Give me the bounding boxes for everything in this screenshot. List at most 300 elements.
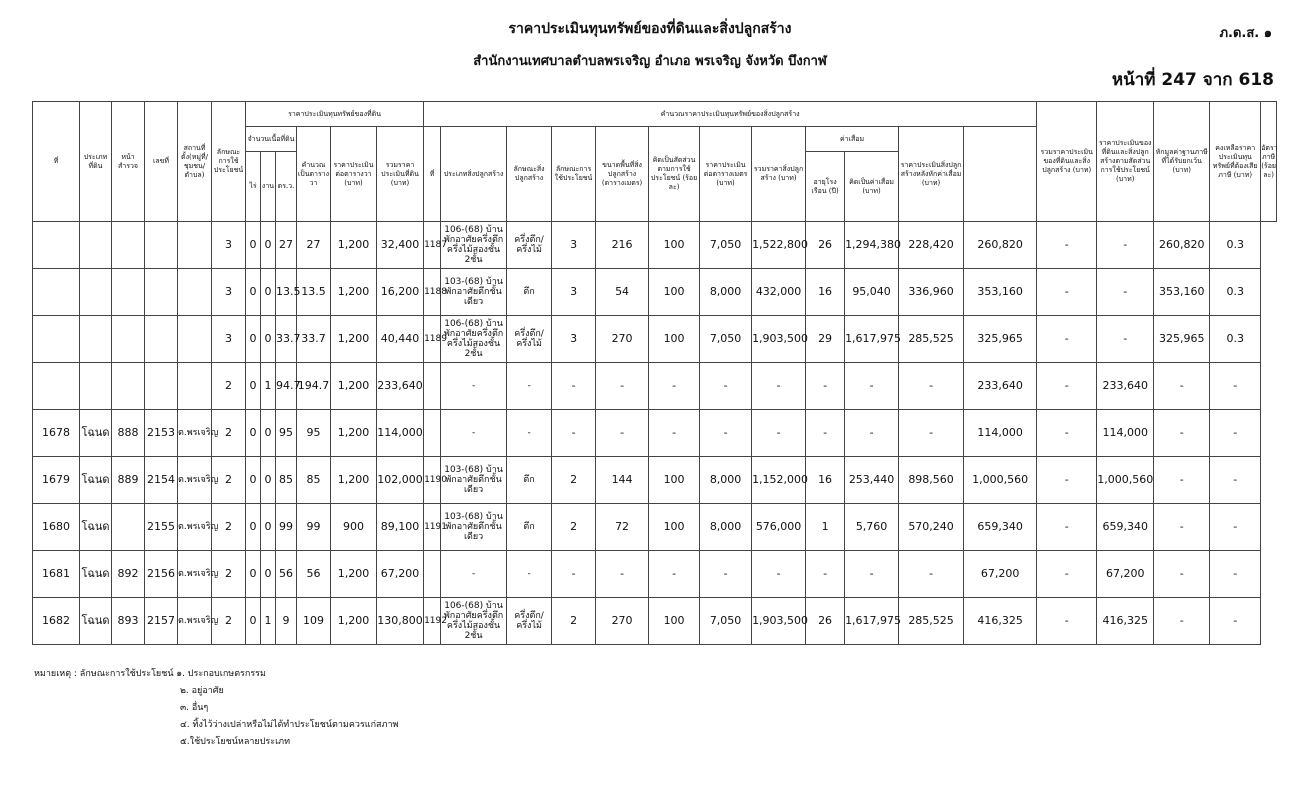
cell-prop-value: - (1037, 410, 1097, 457)
cell-ngan: 1 (261, 363, 276, 410)
col-no: ที่ (33, 102, 80, 222)
cell-usage: 3 (212, 222, 246, 269)
cell-b-usage: 2 (552, 504, 596, 551)
cell-rai: 0 (246, 598, 261, 645)
cell-land-total: 40,440 (377, 316, 424, 363)
cell-page: 893 (112, 598, 145, 645)
cell-prop-value: - (1037, 316, 1097, 363)
col-prop-value: ราคาประเมินของที่ดินและสิ่งปลูกสร้างตามสัดส่วนการใช้ประโยชน์ (บาท) (1097, 102, 1154, 222)
cell-page: 888 (112, 410, 145, 457)
cell-taxable: - (1154, 457, 1210, 504)
cell-b-area: 72 (596, 504, 649, 551)
cell-no: 1680 (33, 504, 80, 551)
group-building: คำนวณราคาประเมินทุนทรัพย์ของสิ่งปลูกสร้าง (424, 102, 1037, 127)
cell-b-ratio: - (649, 363, 700, 410)
cell-page (112, 269, 145, 316)
cell-b-area: 144 (596, 457, 649, 504)
cell-b-usage: - (552, 551, 596, 598)
cell-number: 2157 (145, 598, 178, 645)
table-body (33, 222, 1277, 645)
table-row (33, 363, 1277, 410)
cell-price-per-wa: 1,200 (331, 598, 377, 645)
report-subtitle: สำนักงานเทศบาลตำบลพรเจริญ อำเภอ พรเจริญ จังหวัด บึงกาฬ (473, 54, 827, 69)
cell-number: 2156 (145, 551, 178, 598)
cell-b-age: 26 (806, 598, 845, 645)
col-rate: อัตราภาษี (ร้อยละ) (1261, 102, 1277, 222)
cell-number: 2153 (145, 410, 178, 457)
note-item: ๒. อยู่อาศัย (180, 686, 224, 696)
cell-calc-wa: 109 (297, 598, 331, 645)
cell-wa: 27 (276, 222, 297, 269)
cell-location (178, 363, 212, 410)
cell-prop-value: - (1037, 457, 1097, 504)
cell-b-kind: ครึ่งตึก/ครึ่งไม้ (507, 316, 552, 363)
cell-b-usage: 3 (552, 222, 596, 269)
cell-b-depr: 253,440 (845, 457, 899, 504)
col-b-type: ประเภทสิ่งปลูกสร้าง (441, 127, 507, 222)
table-row (33, 269, 1277, 316)
cell-b-total: 1,522,800 (752, 222, 806, 269)
cell-b-price-m2: 7,050 (700, 222, 752, 269)
cell-deed-type (80, 363, 112, 410)
cell-b-ratio: 100 (649, 457, 700, 504)
cell-ngan: 0 (261, 222, 276, 269)
col-exemption: หักมูลค่าฐานภาษีที่ได้รับยกเว้น (บาท) (1154, 102, 1210, 222)
col-number: เลขที่ (145, 102, 178, 222)
cell-b-after-depr: 285,525 (899, 316, 964, 363)
note-item: ๑. ประกอบเกษตรกรรม (176, 669, 266, 679)
cell-b-no: 1190 (424, 457, 441, 504)
cell-exemption: 114,000 (1097, 410, 1154, 457)
cell-b-depr: - (845, 551, 899, 598)
cell-b-no (424, 363, 441, 410)
cell-b-type: - (441, 551, 507, 598)
cell-land-total: 233,640 (377, 363, 424, 410)
cell-wa: 9 (276, 598, 297, 645)
cell-taxable: - (1154, 598, 1210, 645)
cell-exemption: - (1097, 269, 1154, 316)
cell-exemption: 1,000,560 (1097, 457, 1154, 504)
cell-wa: 56 (276, 551, 297, 598)
cell-b-total: 432,000 (752, 269, 806, 316)
col-wa: ตร.ว. (276, 152, 297, 222)
cell-taxable: - (1154, 363, 1210, 410)
cell-b-ratio: - (649, 410, 700, 457)
cell-b-kind: ครึ่งตึก/ครึ่งไม้ (507, 222, 552, 269)
cell-b-ratio: 100 (649, 269, 700, 316)
cell-ngan: 0 (261, 551, 276, 598)
cell-b-area: - (596, 551, 649, 598)
cell-land-total: 16,200 (377, 269, 424, 316)
cell-no (33, 363, 80, 410)
cell-usage: 3 (212, 316, 246, 363)
cell-b-age: - (806, 363, 845, 410)
cell-b-ratio: 100 (649, 598, 700, 645)
cell-wa: 94.7 (276, 363, 297, 410)
cell-b-area: 270 (596, 598, 649, 645)
cell-rate: 0.3 (1210, 222, 1261, 269)
cell-rate: - (1210, 504, 1261, 551)
cell-b-usage: 2 (552, 457, 596, 504)
cell-no (33, 269, 80, 316)
cell-b-depr: 1,294,380 (845, 222, 899, 269)
table-row (33, 598, 1277, 645)
cell-b-after-depr: 228,420 (899, 222, 964, 269)
cell-b-area: 270 (596, 316, 649, 363)
cell-b-usage: 3 (552, 269, 596, 316)
cell-rate: - (1210, 410, 1261, 457)
cell-usage: 3 (212, 269, 246, 316)
cell-b-depr: 1,617,975 (845, 598, 899, 645)
cell-number: 2155 (145, 504, 178, 551)
cell-price-per-wa: 1,200 (331, 222, 377, 269)
cell-b-type: 103-(68) บ้านพักอาศัยตึกชั้นเดียว (441, 457, 507, 504)
cell-no (33, 222, 80, 269)
cell-b-total: - (752, 410, 806, 457)
cell-wa: 13.5 (276, 269, 297, 316)
col-calc-wa: คำนวณเป็นตารางวา (297, 127, 331, 222)
cell-number: 2154 (145, 457, 178, 504)
cell-b-type: 106-(68) บ้านพักอาศัยครึ่งตึกครึ่งไม้สองชั้น 2ชั้น (441, 598, 507, 645)
note-item: ๓. อื่นๆ (180, 703, 209, 713)
cell-b-depr: 5,760 (845, 504, 899, 551)
cell-b-price-m2: 7,050 (700, 316, 752, 363)
cell-b-depr: 95,040 (845, 269, 899, 316)
cell-page (112, 222, 145, 269)
cell-ngan: 0 (261, 504, 276, 551)
cell-no (33, 316, 80, 363)
cell-location (178, 222, 212, 269)
cell-taxable: 325,965 (1154, 316, 1210, 363)
cell-deed-type (80, 316, 112, 363)
cell-wa: 95 (276, 410, 297, 457)
cell-b-type: - (441, 410, 507, 457)
cell-page (112, 316, 145, 363)
cell-b-age: - (806, 410, 845, 457)
cell-usage: 2 (212, 410, 246, 457)
cell-no: 1682 (33, 598, 80, 645)
cell-b-price-m2: 8,000 (700, 457, 752, 504)
cell-b-price-m2: - (700, 410, 752, 457)
cell-b-kind: ตึก (507, 269, 552, 316)
cell-b-no (424, 551, 441, 598)
cell-rate: - (1210, 457, 1261, 504)
cell-price-per-wa: 900 (331, 504, 377, 551)
cell-b-total: - (752, 551, 806, 598)
cell-b-no: 1188 (424, 269, 441, 316)
cell-usage: 2 (212, 598, 246, 645)
cell-b-price-m2: 7,050 (700, 598, 752, 645)
col-deed-type: ประเภทที่ดิน (80, 102, 112, 222)
cell-location: ต.พรเจริญ (178, 504, 212, 551)
cell-deed-type (80, 269, 112, 316)
group-land: ราคาประเมินทุนทรัพย์ของที่ดิน (246, 102, 424, 127)
table-row (33, 457, 1277, 504)
cell-taxable: 260,820 (1154, 222, 1210, 269)
cell-b-total: 1,903,500 (752, 316, 806, 363)
cell-wa: 99 (276, 504, 297, 551)
cell-b-no: 1187 (424, 222, 441, 269)
cell-exemption: 659,340 (1097, 504, 1154, 551)
notes (34, 666, 398, 751)
cell-exemption: 67,200 (1097, 551, 1154, 598)
cell-wa: 85 (276, 457, 297, 504)
cell-total-value: 67,200 (964, 551, 1037, 598)
col-usage: ลักษณะการใช้ประโยชน์ (212, 102, 246, 222)
cell-number (145, 316, 178, 363)
cell-prop-value: - (1037, 269, 1097, 316)
cell-location: ต.พรเจริญ (178, 598, 212, 645)
cell-location (178, 316, 212, 363)
cell-rai: 0 (246, 363, 261, 410)
cell-rai: 0 (246, 222, 261, 269)
form-code: ภ.ด.ส. ๑ (1219, 26, 1272, 41)
cell-taxable: - (1154, 551, 1210, 598)
cell-exemption: 233,640 (1097, 363, 1154, 410)
col-ngan: งาน (261, 152, 276, 222)
col-b-age: อายุโรงเรือน (ปี) (806, 152, 845, 222)
cell-land-total: 67,200 (377, 551, 424, 598)
cell-b-no (424, 410, 441, 457)
col-b-no: ที่ (424, 127, 441, 222)
cell-no: 1681 (33, 551, 80, 598)
cell-deed-type: โฉนด (80, 457, 112, 504)
cell-b-kind: ครึ่งตึก/ครึ่งไม้ (507, 598, 552, 645)
cell-calc-wa: 85 (297, 457, 331, 504)
cell-rai: 0 (246, 457, 261, 504)
cell-deed-type: โฉนด (80, 598, 112, 645)
cell-rate: 0.3 (1210, 269, 1261, 316)
cell-ngan: 0 (261, 316, 276, 363)
cell-land-total: 102,000 (377, 457, 424, 504)
cell-total-value: 353,160 (964, 269, 1037, 316)
table-row (33, 316, 1277, 363)
cell-prop-value: - (1037, 363, 1097, 410)
cell-b-after-depr: - (899, 410, 964, 457)
cell-b-age: 16 (806, 269, 845, 316)
cell-b-usage: 3 (552, 316, 596, 363)
cell-b-total: 1,903,500 (752, 598, 806, 645)
notes-label: หมายเหตุ : ลักษณะการใช้ประโยชน์ (34, 669, 174, 679)
col-page: หน้าสำรวจ (112, 102, 145, 222)
cell-price-per-wa: 1,200 (331, 316, 377, 363)
col-total-value: รวมราคาประเมินของที่ดินและสิ่งปลูกสร้าง (บาท) (1037, 102, 1097, 222)
cell-b-kind: - (507, 410, 552, 457)
cell-number (145, 269, 178, 316)
col-rai: ไร่ (246, 152, 261, 222)
cell-number (145, 222, 178, 269)
cell-ngan: 0 (261, 457, 276, 504)
cell-calc-wa: 95 (297, 410, 331, 457)
col-land-total: รวมราคาประเมินที่ดิน (บาท) (377, 127, 424, 222)
cell-deed-type: โฉนด (80, 410, 112, 457)
cell-b-depr: 1,617,975 (845, 316, 899, 363)
cell-b-price-m2: - (700, 551, 752, 598)
cell-b-total: - (752, 363, 806, 410)
cell-calc-wa: 194.7 (297, 363, 331, 410)
cell-b-kind: - (507, 551, 552, 598)
cell-land-total: 89,100 (377, 504, 424, 551)
cell-calc-wa: 99 (297, 504, 331, 551)
cell-rai: 0 (246, 316, 261, 363)
cell-total-value: 233,640 (964, 363, 1037, 410)
cell-b-kind: - (507, 363, 552, 410)
cell-land-total: 32,400 (377, 222, 424, 269)
cell-usage: 2 (212, 457, 246, 504)
cell-b-depr: - (845, 363, 899, 410)
cell-deed-type: โฉนด (80, 504, 112, 551)
cell-page (112, 504, 145, 551)
cell-b-area: 54 (596, 269, 649, 316)
cell-b-total: 1,152,000 (752, 457, 806, 504)
col-price-per-wa: ราคาประเมินต่อตารางวา (บาท) (331, 127, 377, 222)
cell-b-area: 216 (596, 222, 649, 269)
cell-exemption: - (1097, 222, 1154, 269)
col-b-after-depr: ราคาประเมินสิ่งปลูกสร้างหลังหักค่าเสื่อม (บาท) (899, 127, 964, 222)
cell-prop-value: - (1037, 551, 1097, 598)
table-row (33, 504, 1277, 551)
cell-exemption: - (1097, 316, 1154, 363)
cell-calc-wa: 13.5 (297, 269, 331, 316)
cell-total-value: 1,000,560 (964, 457, 1037, 504)
report-title: ราคาประเมินทุนทรัพย์ของที่ดินและสิ่งปลูกสร้าง (508, 21, 792, 37)
cell-rai: 0 (246, 269, 261, 316)
cell-total-value: 659,340 (964, 504, 1037, 551)
cell-b-depr: - (845, 410, 899, 457)
cell-b-age: 29 (806, 316, 845, 363)
cell-b-type: 106-(68) บ้านพักอาศัยครึ่งตึกครึ่งไม้สองชั้น 2ชั้น (441, 316, 507, 363)
cell-usage: 2 (212, 504, 246, 551)
cell-b-usage: 2 (552, 598, 596, 645)
cell-land-total: 130,800 (377, 598, 424, 645)
cell-location (178, 269, 212, 316)
cell-b-kind: ตึก (507, 504, 552, 551)
cell-calc-wa: 33.7 (297, 316, 331, 363)
cell-b-age: 16 (806, 457, 845, 504)
cell-taxable: - (1154, 504, 1210, 551)
table-row (33, 551, 1277, 598)
cell-rai: 0 (246, 410, 261, 457)
col-b-usage: ลักษณะการใช้ประโยชน์ (552, 127, 596, 222)
cell-location: ต.พรเจริญ (178, 551, 212, 598)
cell-b-ratio: 100 (649, 316, 700, 363)
cell-taxable: 353,160 (1154, 269, 1210, 316)
cell-b-usage: - (552, 363, 596, 410)
cell-b-price-m2: 8,000 (700, 269, 752, 316)
cell-b-after-depr: 570,240 (899, 504, 964, 551)
cell-ngan: 1 (261, 598, 276, 645)
cell-rai: 0 (246, 551, 261, 598)
cell-no: 1679 (33, 457, 80, 504)
cell-b-area: - (596, 363, 649, 410)
cell-b-no: 1189 (424, 316, 441, 363)
cell-page: 892 (112, 551, 145, 598)
cell-deed-type (80, 222, 112, 269)
cell-rate: - (1210, 598, 1261, 645)
cell-prop-value: - (1037, 222, 1097, 269)
cell-b-type: 103-(68) บ้านพักอาศัยตึกชั้นเดียว (441, 504, 507, 551)
cell-b-after-depr: 336,960 (899, 269, 964, 316)
cell-ngan: 0 (261, 410, 276, 457)
cell-price-per-wa: 1,200 (331, 363, 377, 410)
cell-land-total: 114,000 (377, 410, 424, 457)
cell-b-total: 576,000 (752, 504, 806, 551)
cell-rate: 0.3 (1210, 316, 1261, 363)
group-area: จำนวนเนื้อที่ดิน (246, 127, 297, 152)
cell-rate: - (1210, 551, 1261, 598)
cell-b-type: 106-(68) บ้านพักอาศัยครึ่งตึกครึ่งไม้สองชั้น 2ชั้น (441, 222, 507, 269)
table-row (33, 410, 1277, 457)
cell-calc-wa: 27 (297, 222, 331, 269)
cell-total-value: 260,820 (964, 222, 1037, 269)
cell-price-per-wa: 1,200 (331, 457, 377, 504)
col-b-price-m2: ราคาประเมินต่อตารางเมตร (บาท) (700, 127, 752, 222)
note-item: ๔. ทิ้งไว้ว่างเปล่าหรือไม่ได้ทำประโยชน์ตามควรแก่สภาพ (180, 720, 399, 730)
assessment-table (32, 101, 1277, 645)
cell-prop-value: - (1037, 598, 1097, 645)
table-row (33, 222, 1277, 269)
col-taxable: คงเหลือราคาประเมินทุนทรัพย์ที่ต้องเสียภาษี (บาท) (1210, 102, 1261, 222)
cell-taxable: - (1154, 410, 1210, 457)
col-b-total: รวมราคาสิ่งปลูกสร้าง (บาท) (752, 127, 806, 222)
cell-price-per-wa: 1,200 (331, 551, 377, 598)
cell-exemption: 416,325 (1097, 598, 1154, 645)
cell-price-per-wa: 1,200 (331, 410, 377, 457)
col-b-area: ขนาดพื้นที่สิ่งปลูกสร้าง (ตารางเมตร) (596, 127, 649, 222)
col-location: สถานที่ตั้ง(หมู่ที่/ชุมชน/ตำบล) (178, 102, 212, 222)
cell-page (112, 363, 145, 410)
cell-b-after-depr: 898,560 (899, 457, 964, 504)
col-b-depr: คิดเป็นค่าเสื่อม (บาท) (845, 152, 899, 222)
cell-b-area: - (596, 410, 649, 457)
cell-b-ratio: 100 (649, 222, 700, 269)
cell-rate: - (1210, 363, 1261, 410)
cell-no: 1678 (33, 410, 80, 457)
cell-b-price-m2: - (700, 363, 752, 410)
cell-deed-type: โฉนด (80, 551, 112, 598)
cell-b-age: 1 (806, 504, 845, 551)
cell-b-kind: ตึก (507, 457, 552, 504)
cell-usage: 2 (212, 551, 246, 598)
cell-b-after-depr: - (899, 363, 964, 410)
cell-usage: 2 (212, 363, 246, 410)
cell-b-age: 26 (806, 222, 845, 269)
cell-prop-value: - (1037, 504, 1097, 551)
cell-price-per-wa: 1,200 (331, 269, 377, 316)
cell-b-age: - (806, 551, 845, 598)
cell-b-after-depr: 285,525 (899, 598, 964, 645)
cell-b-no: 1192 (424, 598, 441, 645)
cell-b-price-m2: 8,000 (700, 504, 752, 551)
col-b-kind: ลักษณะสิ่งปลูกสร้าง (507, 127, 552, 222)
cell-total-value: 325,965 (964, 316, 1037, 363)
cell-b-type: - (441, 363, 507, 410)
cell-ngan: 0 (261, 269, 276, 316)
cell-location: ต.พรเจริญ (178, 410, 212, 457)
cell-total-value: 416,325 (964, 598, 1037, 645)
cell-b-usage: - (552, 410, 596, 457)
cell-calc-wa: 56 (297, 551, 331, 598)
page-number: หน้าที่ 247 จาก 618 (1111, 70, 1274, 90)
cell-page: 889 (112, 457, 145, 504)
note-item: ๕.ใช้ประโยชน์หลายประเภท (180, 737, 291, 747)
cell-b-ratio: 100 (649, 504, 700, 551)
col-b-ratio: คิดเป็นสัดส่วนตามการใช้ประโยชน์ (ร้อยละ) (649, 127, 700, 222)
cell-b-no: 1191 (424, 504, 441, 551)
cell-b-ratio: - (649, 551, 700, 598)
cell-location: ต.พรเจริญ (178, 457, 212, 504)
group-depreciation: ค่าเสื่อม (806, 127, 899, 152)
